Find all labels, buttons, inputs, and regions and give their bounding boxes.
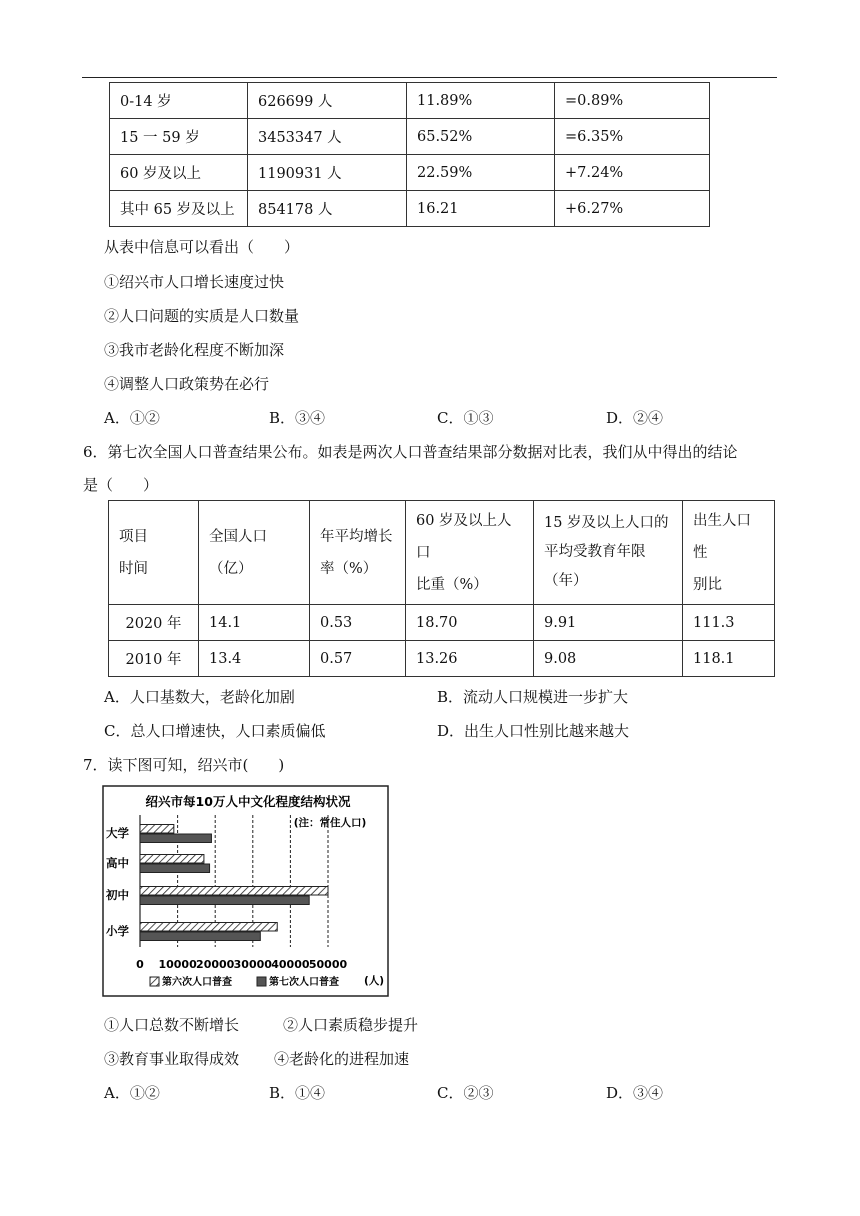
age-structure-table xyxy=(109,82,710,227)
header-cell: 60 岁及以上人口 比重（%） xyxy=(406,501,534,605)
chart-note: (注：常住人口) xyxy=(293,817,367,829)
table-cell: 9.08 xyxy=(534,641,683,677)
table-cell: =0.89% xyxy=(555,83,710,119)
bar-census-6 xyxy=(140,855,204,864)
x-tick-label: 30000 xyxy=(233,958,272,971)
q5-item: ③我市老龄化程度不断加深 xyxy=(104,341,285,359)
table-cell: 65.52% xyxy=(407,119,555,155)
table-row xyxy=(109,605,775,641)
table-cell: 18.70 xyxy=(406,605,534,641)
category-label: 高中 xyxy=(106,856,129,870)
q5-item: ②人口问题的实质是人口数量 xyxy=(104,307,300,325)
table-row xyxy=(110,191,710,227)
header-cell: 全国人口 （亿） xyxy=(199,501,310,605)
bar-census-7 xyxy=(140,896,309,905)
table-cell: +7.24% xyxy=(555,155,710,191)
q7-option-a[interactable]: A．①② xyxy=(104,1084,160,1102)
header-cell: 年平均增长 率（%） xyxy=(310,501,406,605)
bar-census-7 xyxy=(140,834,211,843)
table-cell: 854178 人 xyxy=(248,191,407,227)
category-label: 初中 xyxy=(106,888,129,902)
x-tick-label: 50000 xyxy=(308,958,348,971)
header-cell: 出生人口性 别比 xyxy=(683,501,775,605)
table-cell: 0-14 岁 xyxy=(110,83,248,119)
table-cell: 1190931 人 xyxy=(248,155,407,191)
table-cell: 9.91 xyxy=(534,605,683,641)
q5-option-c[interactable]: C．①③ xyxy=(437,409,494,427)
legend-label-census-7: 第七次人口普查 xyxy=(269,977,339,988)
table-cell: 14.1 xyxy=(199,605,310,641)
table-cell: 13.26 xyxy=(406,641,534,677)
q6-option-c[interactable]: C．总人口增速快，人口素质偏低 xyxy=(104,722,326,740)
x-tick-label: 0 xyxy=(136,958,144,971)
q7-item: ②人口素质稳步提升 xyxy=(283,1016,419,1034)
x-tick-label: 40000 xyxy=(271,958,310,971)
q5-item: ①绍兴市人口增长速度过快 xyxy=(104,273,285,291)
header-cell: 项目 时间 xyxy=(109,501,199,605)
q6-option-b[interactable]: B．流动人口规模进一步扩大 xyxy=(437,688,629,706)
q7-option-d[interactable]: D．③④ xyxy=(606,1084,664,1102)
bar-census-6 xyxy=(140,887,328,896)
category-label: 大学 xyxy=(106,826,129,840)
q7-item: ③教育事业取得成效 xyxy=(104,1050,240,1068)
table-cell: 0.57 xyxy=(310,641,406,677)
table-cell: 60 岁及以上 xyxy=(110,155,248,191)
q6-option-d[interactable]: D．出生人口性别比越来越大 xyxy=(437,722,630,740)
q5-item: ④调整人口政策势在必行 xyxy=(104,375,270,393)
table-cell: 13.4 xyxy=(199,641,310,677)
table-header-row xyxy=(109,501,775,605)
table-cell: 118.1 xyxy=(683,641,775,677)
bar-census-7 xyxy=(140,864,210,873)
table-cell: 0.53 xyxy=(310,605,406,641)
q7-stem: 7．读下图可知，绍兴市( ) xyxy=(83,756,285,774)
q5-option-d[interactable]: D．②④ xyxy=(606,409,664,427)
q7-option-c[interactable]: C．②③ xyxy=(437,1084,494,1102)
table-cell: 2020 年 xyxy=(109,605,199,641)
table-cell: 111.3 xyxy=(683,605,775,641)
table-cell: 22.59% xyxy=(407,155,555,191)
q7-option-b[interactable]: B．①④ xyxy=(269,1084,326,1102)
chart-title: 绍兴市每10万人中文化程度结构状况 xyxy=(145,794,351,809)
table-cell: 15 一 59 岁 xyxy=(110,119,248,155)
table-cell: 3453347 人 xyxy=(248,119,407,155)
legend-label-census-6: 第六次人口普查 xyxy=(162,977,232,988)
table-cell: 2010 年 xyxy=(109,641,199,677)
x-unit-label: (人) xyxy=(364,975,385,987)
page-top-rule xyxy=(82,77,777,78)
table-cell: 626699 人 xyxy=(248,83,407,119)
table-cell: 16.21 xyxy=(407,191,555,227)
q6-stem: 6．第七次全国人口普查结果公布。如表是两次人口普查结果部分数据对比表，我们从中得出的结论 xyxy=(83,443,738,461)
table-cell: =6.35% xyxy=(555,119,710,155)
q5-option-b[interactable]: B．③④ xyxy=(269,409,326,427)
q5-option-a[interactable]: A．①② xyxy=(104,409,160,427)
x-tick-label: 10000 xyxy=(158,958,197,971)
table-cell: 11.89% xyxy=(407,83,555,119)
q7-item: ①人口总数不断增长 xyxy=(104,1016,240,1034)
x-tick-label: 20000 xyxy=(196,958,235,971)
table-row xyxy=(110,119,710,155)
table-row xyxy=(110,83,710,119)
q6-stem-cont: 是（ ） xyxy=(83,476,159,494)
table-row xyxy=(110,155,710,191)
bar-census-6 xyxy=(140,825,174,834)
q6-option-a[interactable]: A．人口基数大，老龄化加剧 xyxy=(104,688,295,706)
q7-item: ④老龄化的进程加速 xyxy=(274,1050,410,1068)
bar-census-7 xyxy=(140,932,260,941)
header-cell: 15 岁及以上人口的 平均受教育年限 （年） xyxy=(534,501,683,605)
legend-swatch-census-7 xyxy=(257,977,266,986)
table-cell: 其中 65 岁及以上 xyxy=(110,191,248,227)
bar-census-6 xyxy=(140,923,277,932)
census-comparison-table xyxy=(108,500,775,677)
q5-stem: 从表中信息可以看出（ ） xyxy=(104,238,300,256)
legend-swatch-census-6 xyxy=(150,977,159,986)
table-cell: +6.27% xyxy=(555,191,710,227)
table-row xyxy=(109,641,775,677)
education-structure-chart xyxy=(102,785,389,997)
category-label: 小学 xyxy=(106,924,129,938)
